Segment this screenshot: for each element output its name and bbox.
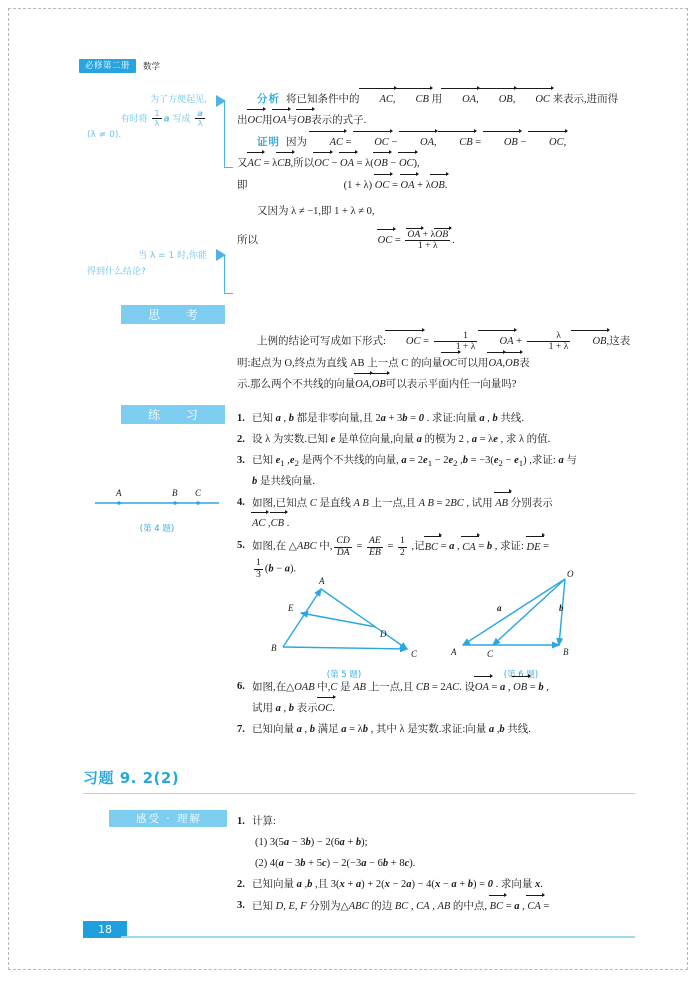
- item-text: 已知 a , b 都是非零向量,且 2a + 3b = 0 . 求证:向量 a , b 共线.: [252, 413, 525, 424]
- item-number: 3.: [237, 899, 245, 911]
- running-head: [79, 59, 160, 73]
- item-number: 1.: [237, 816, 245, 827]
- item-text: 如图,在△OAB 中,C 是 AB 上一点,且 CB = 2AC. 设OA = a , OB = b , 试用 a , b 表示OC.: [252, 677, 639, 719]
- list-item: [255, 854, 639, 874]
- proof-line-3: 即 (1 + λ) OC = OA + λOB.: [237, 175, 639, 196]
- vector-ob: OB: [431, 175, 445, 196]
- analysis-text: 来表示,进而得: [552, 94, 619, 105]
- think-text: 明:起点为 O,终点为直线 AB 上一点 C 的向量: [237, 357, 443, 369]
- figure-5-caption: (第 5 题): [326, 670, 362, 680]
- pill-practice-label: 练 习: [148, 408, 209, 422]
- page-number: 18: [83, 921, 127, 938]
- item-number: 2.: [237, 878, 245, 890]
- margin-note-line: 有时将 $\frac{1}{\lambda}$ a 写成 $\frac{a}{\lambda}$: [120, 107, 203, 128]
- practice-list: [237, 409, 639, 581]
- analysis-text: 用: [431, 94, 443, 105]
- figure-exercise-5: [259, 571, 429, 680]
- proof-text: ,所以: [290, 158, 315, 170]
- homework-title-num: 9. 2(2): [119, 769, 180, 787]
- svg-text:O: O: [567, 569, 574, 579]
- svg-text:A: A: [319, 576, 325, 586]
- analysis-text: 出: [237, 115, 248, 127]
- vector-oa: OA: [401, 175, 415, 196]
- think-line-3: [237, 374, 639, 395]
- item-text: 计算:: [252, 816, 276, 827]
- figure-6-svg: [441, 567, 601, 663]
- vector-oc: OC: [354, 132, 389, 153]
- think-text: 表: [519, 357, 530, 369]
- svg-text:B: B: [563, 647, 569, 657]
- vector-ob: OB: [297, 110, 311, 131]
- vector-oc: OC: [314, 153, 329, 174]
- item-text: 已知向量 a ,b ,且 3(x + a) + 2(x − 2a) − 4(x − a + b) = 0 . 求向量 x.: [252, 878, 543, 890]
- proof-text: 因为: [286, 136, 307, 148]
- item-text: 已知 $e_1$ $,e_2$ 是两个不共线的向量, $a = 2e_1 - 2e_2$ $,b = -3(e_2 - e_1)$ ,求证: a 与 b 是共线向量.: [252, 454, 577, 487]
- item-text: 已知 D, E, F 分别为△ABC 的边 BC , CA , AB 的中点, BC = a , CA =: [252, 896, 639, 917]
- svg-text:B: B: [271, 643, 277, 653]
- margin-note-line: 得到什么结论?: [87, 266, 146, 277]
- figure-4-caption: (第 4 题): [139, 524, 175, 534]
- margin-note-line: 为了方便起见,: [150, 95, 207, 105]
- fraction-1-over-1-plus-lambda: $\frac{1}{1 + \lambda}$: [434, 331, 478, 353]
- vector-ob: OB: [505, 353, 519, 374]
- vector-oa: OA: [355, 374, 369, 395]
- think-text: ,: [502, 357, 506, 369]
- item-text: 已知向量 a , b 满足 a = λb , 其中 λ 是实数.求证:向量 a ,b 共线.: [252, 723, 531, 735]
- fraction-oc: $\frac{\text{OA + λOB}}{1 + \lambda}$: [407, 228, 449, 252]
- figure-6-caption: (第 6 题): [503, 670, 539, 680]
- fraction-lambda-over-1-plus-lambda: $\frac{\lambda}{1 + \lambda}$: [527, 331, 571, 353]
- vector-oc: OC: [515, 89, 550, 110]
- analysis-text: 用: [262, 115, 273, 127]
- vector-oa: OA: [340, 153, 354, 174]
- vector-oc: OC: [442, 353, 457, 374]
- think-block: [237, 331, 639, 396]
- proof-line-1: 证明 因为 AC = OC − OA, CB = OB − OC,: [237, 132, 639, 153]
- svg-text:B: B: [172, 488, 178, 498]
- item-number: 3.: [237, 454, 245, 466]
- proof-keyword: 证明: [257, 136, 280, 148]
- think-text: 可以用: [456, 357, 489, 369]
- pill-think: [121, 305, 225, 324]
- svg-text:E: E: [288, 603, 294, 613]
- svg-text:a: a: [497, 603, 502, 613]
- subject-label: 数学: [143, 62, 161, 72]
- list-item: [237, 896, 639, 917]
- vector-oa: OA: [442, 89, 476, 110]
- vector-ac: AC: [248, 153, 261, 174]
- vector-oa: OA: [273, 110, 287, 131]
- margin-note-line: (λ ≠ 0).: [87, 129, 122, 140]
- figure-exercise-6: [441, 567, 601, 680]
- list-item: [237, 875, 639, 895]
- list-item: [237, 720, 639, 740]
- pill-feel-label: 感受 · 理解: [135, 813, 202, 825]
- think-line-2: [237, 353, 639, 374]
- textbook-page: [8, 8, 688, 970]
- homework-rule: [83, 793, 635, 794]
- vector-ac: AC: [310, 132, 343, 153]
- item-number: 5.: [237, 540, 245, 552]
- vector-cb: CB: [439, 132, 472, 153]
- item-text: (2) 4(a − 3b + 5c) − 2(−3a − 6b + 8c).: [255, 857, 416, 869]
- think-text: 示.那么两个不共线的向量: [237, 379, 356, 391]
- footer-rule: [121, 936, 635, 938]
- item-text: 如图,已知点 C 是直线 A B 上一点,且 A B = 2BC , 试用 AB 分别表示 AC ,CB .: [252, 493, 639, 535]
- vector-oa: OA: [488, 353, 502, 374]
- think-text: 可以表示平面内任一向量吗?: [385, 379, 517, 391]
- list-item: [237, 430, 639, 450]
- proof-text: 又: [237, 158, 248, 170]
- svg-text:A: A: [116, 488, 122, 498]
- vector-oc: OC: [378, 230, 393, 251]
- vector-oc: OC: [386, 331, 421, 352]
- think-text: ,: [369, 379, 372, 391]
- list-item: [237, 451, 639, 492]
- list-item: [237, 812, 639, 832]
- analysis-line-1: 分析 将已知条件中的 AC, CB 用 OA, OB, OC 来表示,进而得: [237, 89, 639, 110]
- analysis-block: [237, 89, 639, 252]
- vector-cb: CB: [277, 153, 290, 174]
- figure-4-svg: [87, 481, 227, 517]
- think-line-1: 上例的结论可写成如下形式: OC = $\frac{1}{1 + \lambda}$ OA + $\frac{\lambda}{1 + \lambda}$ OB,这表: [257, 330, 631, 353]
- svg-text:b: b: [559, 603, 564, 613]
- list-item: [237, 677, 639, 719]
- item-number: 1.: [237, 413, 245, 424]
- item-number: 4.: [237, 496, 245, 508]
- analysis-text: 将已知条件中的: [286, 94, 360, 105]
- analysis-text: 与: [286, 115, 298, 127]
- vector-cb: CB: [396, 89, 429, 110]
- figure-exercise-4: [87, 481, 227, 534]
- vector-ac: AC: [360, 89, 393, 110]
- margin-note-lambda-equals-one: [87, 249, 209, 281]
- margin-note-fraction-convention: [87, 93, 209, 144]
- think-text: ,这表: [606, 336, 631, 348]
- pill-think-label: 思 考: [148, 308, 209, 322]
- svg-text:A: A: [451, 647, 457, 657]
- list-item: [237, 409, 639, 429]
- homework-heading: [83, 767, 179, 788]
- homework-title-cn: 习题: [83, 769, 115, 787]
- analysis-text: 表示的式子.: [311, 115, 367, 127]
- svg-text:C: C: [195, 488, 202, 498]
- vector-ob: OB: [572, 331, 606, 352]
- volume-badge: 必修第二册: [79, 59, 136, 73]
- proof-label: 所以: [237, 234, 258, 246]
- vector-oc: OC: [375, 175, 390, 196]
- vector-ob: OB: [484, 132, 518, 153]
- practice-list-continued: [237, 677, 639, 741]
- margin-note-line: 当 λ = 1 时,你能: [138, 251, 207, 261]
- proof-label: 即: [237, 179, 248, 191]
- vector-oc: OC: [399, 153, 414, 174]
- homework-list: [237, 812, 639, 918]
- pill-feel-understand: [109, 810, 227, 827]
- item-text: (1) 3(5a − 3b) − 2(6a + b);: [255, 836, 368, 848]
- item-number: 2.: [237, 433, 245, 445]
- proof-line-4: 又因为 λ ≠ −1,即 1 + λ ≠ 0,: [257, 206, 375, 218]
- proof-line-2: 又AC = λCB,所以OC − OA = λ(OB − OC),: [237, 153, 639, 174]
- item-number: 6.: [237, 681, 245, 692]
- list-item: [255, 833, 639, 853]
- vector-oc: OC: [248, 110, 263, 131]
- proof-line-5: 所以 OC = $\frac{\text{OA + λOB}}{1 + \lambda}$ .: [237, 228, 455, 252]
- list-item: [237, 493, 639, 535]
- svg-text:C: C: [487, 649, 494, 659]
- figure-5-svg: [259, 571, 429, 663]
- vector-ob: OB: [479, 89, 513, 110]
- item-text: 设 λ 为实数.已知 e 是单位向量,向量 a 的模为 2 , a = λe , 求 λ 的值.: [252, 433, 551, 445]
- item-text: 如图,在 △ABC 中, $\frac{CD}{DA}$ = $\frac{AE}{EB}$ = $\frac{1}{2}$ ,记BC = a , CA = b , 求证: DE = $\frac{1}{3}$ (b − a).: [252, 535, 550, 580]
- pill-practice: [121, 405, 225, 424]
- analysis-keyword: 分析: [257, 94, 280, 105]
- item-number: 7.: [237, 723, 245, 735]
- vector-ob: OB: [372, 374, 386, 395]
- vector-ob: OB: [374, 153, 388, 174]
- analysis-line-2: [237, 110, 639, 131]
- svg-text:C: C: [411, 649, 418, 659]
- vector-oa: OA: [400, 132, 434, 153]
- vector-oc: OC: [529, 132, 564, 153]
- think-text: 上例的结论可写成如下形式:: [257, 336, 386, 348]
- vector-oa: OA: [479, 331, 513, 352]
- svg-text:D: D: [380, 629, 387, 639]
